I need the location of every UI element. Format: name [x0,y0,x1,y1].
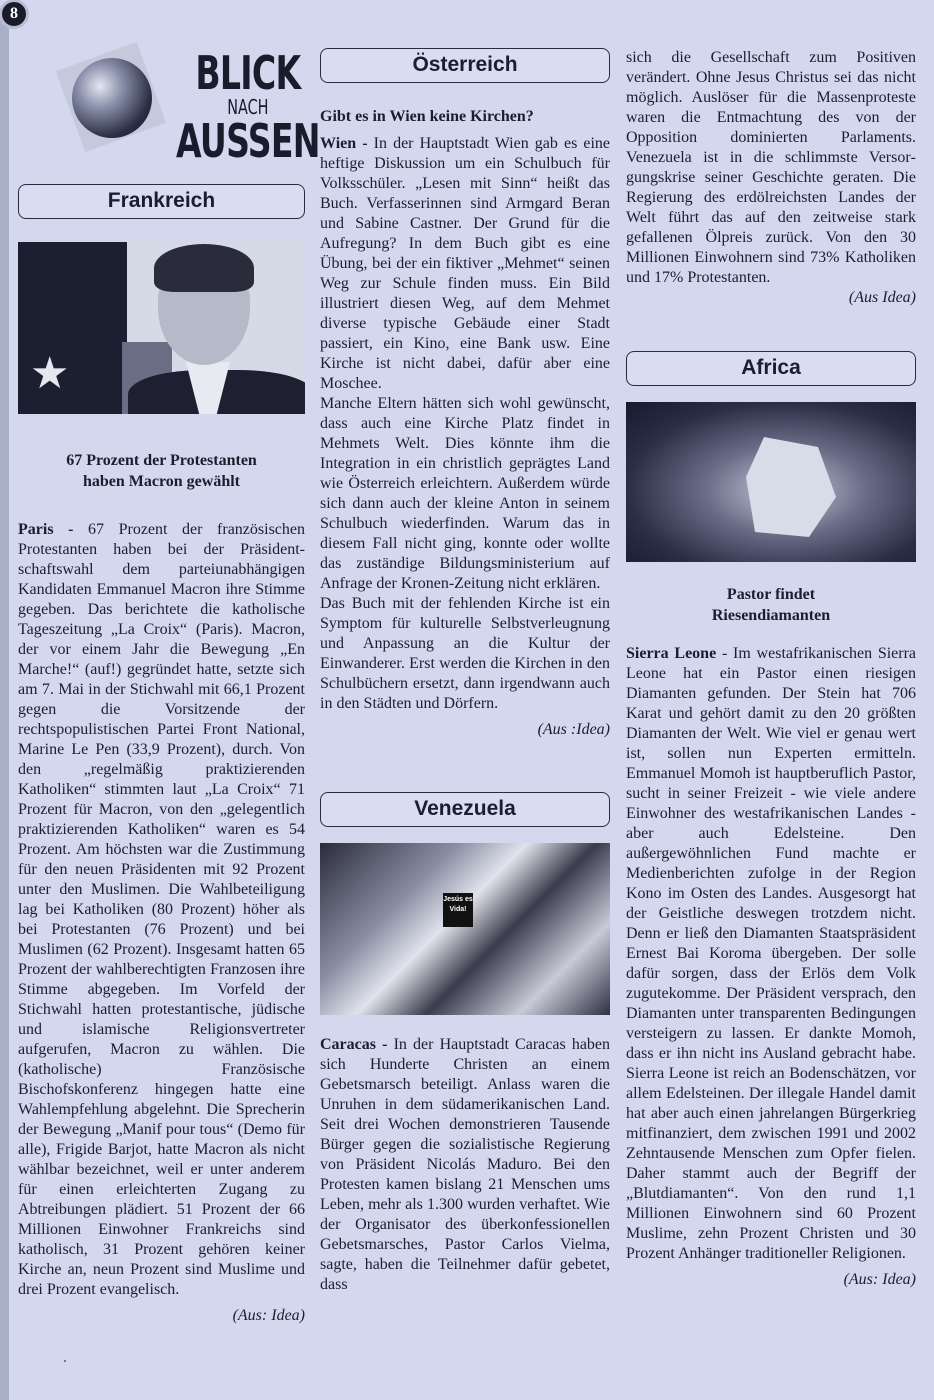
article-body: 67 Prozent der französischen Protestanten haben bei der Präsidentschaftswahl dem parteiunabhängigen Kandidaten Emmanuel Macron ihre Stimme gegeben. Das berichtete die katholische Tageszeitung „La Croix“ (Paris). Macron, der vor einem Jahr die Bewegung „En Marche!“ (auf!) gegründet hatte, setzte sich am 7. Mai in der Stichwahl mit 66,1 Prozent gegen die Vorsitzende der rechtspopulistischen Partei Front National, Marine Le Pen (33,9 Prozent), durch. Von den „regelmäßig praktizierenden Katholiken“ stimmten laut „La Croix“ 71 Prozent für Macron, von den „gelegentlich praktizierenden Katholiken“ waren es 54 Prozent. Am höchsten war die Zustimmung für den neuen Präsidenten mit 92 Prozent unter den Muslimen. Die Wahlbeteiligung lag bei Katholiken (80 Prozent) höher als bei Protestanten (76 Prozent) und bei Muslimen (62 Prozent). Insgesamt hatten 65 Prozent der wahlberechtigten Franzosen ihre Stimme abgegeben. Im Vorfeld der Stichwahl hatten protestantische, jüdische und islamische Religionsvertreter aufgerufen, Macron zu wählen. Die (katholische) Französische Bischofskonferenz hingegen hatte eine Wahlempfehlung abgelehnt. Die Sprecherin der Bewegung „Manif pour tous“ (Demo für alle), Frigide Barjot, hatte Macron als nicht wählbar bezeichnet, weil er unter anderem für einen erleichterten Zugang zu Abtreibungen plädiert. 51 Prozent der 66 Millionen Einwohner Frankreichs sind katholisch, 31 Prozent gehören keiner Kirche an, neun Prozent sind Muslime und drei Prozent evangelisch. [18,521,306,1298]
logo-text [176,46,320,168]
dateline-caracas: Caracas - [320,1036,388,1053]
source-oesterreich: (Aus :Idea) [537,721,610,738]
dateline-wien: Wien - [320,135,368,152]
print-speck [64,1360,66,1362]
section-header-frankreich: Frankreich [18,184,305,219]
article-body: In der Hauptstadt Wien gab es eine heftige Diskussion um ein Schulbuch für Volksschüler. „Lesen mit Sinn“ heißt das Buch. Verfasserinnen sind Armgard Beran und Sabine Castner. Der Grund für die Aufregung? In dem Buch gibt es eine Übung, bei der ein fiktiver „Mehmet“ seinen Weg zur Schule finden muss. Ein Bild illustriert diesen Weg, auf dem Mehmet diverse typische Gebäude einer Stadt passiert, ein Kino, eine Bank usw. Eine Kirche ist nicht dabei, dafür aber eine Moschee. [320,135,611,392]
logo-line-3: AUSSEN [176,114,320,168]
source-africa: (Aus: Idea) [843,1271,916,1288]
photo-macron [18,242,305,414]
headline-line-2: haben Macron gewählt [82,473,241,490]
diamond-image [746,437,836,537]
logo-line-2: NACH [227,95,269,119]
article-body: In der Hauptstadt Caracas haben sich Hunderte Christen an einem Gebetsmarsch beteiligt. Anlass waren die Unruhen in dem südamerikanischen Land. Seit drei Wochen demonstrieren Tausende Bürger gegen die sozialistische Regierung von Präsident Nicolás Maduro. Bei den Protesten kamen bislang 21 Menschen ums Leben, mehr als 1.300 wurden verhaftet. Wie der Organisator des überkonfessionellen Gebetsmarsches, Pastor Carlos Vielma, sagte, haben die Teilnehmer dafür gebetet, dass [320,1036,611,1293]
source-venezuela: (Aus Idea) [848,289,916,306]
dateline-sierra-leone: Sierra Leone [626,645,717,662]
column-right [626,0,916,1290]
article-venezuela-continued: sich die Gesellschaft zum Positiven verändert. Ohne Jesus Christus sei das nicht möglich. Auslöser für die Massenproteste waren die Entmachtung des von der Opposition dominierten Parlaments. Venezuela ist in die schlimmste Versorgungskrise seiner Geschichte geraten. Die Regierung des erdölreichsten Landes der Welt führt das auf den zeitweise stark gefallenen Ölpreis zurück. Von den 30 Millionen Einwohnern sind 73% Katholiken und 17% Protestanten. [626,49,916,286]
column-middle [320,0,610,1295]
page-number: 8 [2,2,26,26]
star-icon: ★ [30,349,70,398]
article-frankreich [18,520,305,1300]
article-oesterreich-p3: Das Buch mit der fehlenden Kirche ist ein Symptom für kulturelle Selbstverleugnung und Anpassung an die Kultur der Einwanderer. Erst werden die Kirchen in den Schulbüchern ersetzt, dann irgendwann auch in den Städten und Dörfern. [320,595,610,712]
photo-diamond-hand [626,402,916,562]
source-frankreich: (Aus: Idea) [232,1307,305,1324]
headline-line-2: Riesendiamanten [711,607,831,624]
section-header-oesterreich: Österreich [320,48,610,83]
page-edge [0,20,9,1400]
article-oesterreich-p1 [320,134,610,394]
logo-line-1: BLICK [195,46,301,100]
blick-nach-aussen-logo [18,0,320,168]
headline-oesterreich: Gibt es in Wien keine Kirchen? [320,108,534,125]
article-africa [626,644,916,1264]
section-header-africa: Africa [626,351,916,386]
headline-line-1: Pastor findet [726,586,816,603]
article-body: - Im westafrikanischen Sierra Leone hat ein Pastor einen riesigen Diamanten gefunden. Der Stein hat 706 Karat und gehört damit zu den 20 größten Diamanten der Welt. Wie viel er genau wert ist, sollen nun Experten ermitteln. Emmanuel Momoh ist hauptberuflich Pastor, sucht in seiner Freizeit - wie viele andere Einwohner des westafrikanischen Landes - aber auch Edelsteine. Den außergewöhnlichen Fund machte er Medienberichten zufolge in der Region Kono im Osten des Landes. Ausgesorgt hat der Geistliche deswegen trotzdem nicht. Denn er ließ den Diamanten Staatspräsident Ernest Bai Koroma übergeben. Der solle dafür sorgen, dass der Erlös dem Volk zugutekomme. Der Präsident versprach, den Diamanten unter transparenten Bedingungen versteigern zu lassen. Er dankte Momoh, dass er ihn nicht ins Ausland gebracht habe. Sierra Leone ist reich an Bodenschätzen, vor allem Edelsteinen. Der illegale Handel damit hat aber auch einen jahrelangen Bürgerkrieg mitfinanziert, dem zwischen 1991 und 2002 Zehntausende Menschen zum Opfer fielen. Daher stammt auch der Begriff der „Blutdiamanten“. Von den rund 1,1 Millionen Einwohnern sind 60 Prozent Muslime, zehn Prozent Christen und 30 Prozent Anhänger traditioneller Religionen. [626,645,917,1262]
headline-frankreich [18,450,305,492]
article-venezuela [320,1035,610,1295]
column-left [18,0,320,1326]
section-header-venezuela: Venezuela [320,792,610,827]
globe-icon [62,48,162,148]
headline-africa [626,584,916,626]
photo-venezuela-march [320,843,610,1015]
headline-line-1: 67 Prozent der Protestanten [66,452,257,469]
photo-sign: Jesús es Vida! [443,893,473,927]
dateline-paris: Paris - [18,521,74,538]
article-oesterreich-p2: Manche Eltern hätten sich wohl gewünscht, dass auch eine Kirche Platz findet in Mehmets Welt. Dies könnte ihm die Integration in ein christlich geprägtes Land wie Österreich erleichtern. Außerdem würde sich dann auch der kleine Anton in seinem Schulbuch wiederfinden. Warum das in diesem Fall nicht ging, konnte oder wollte das zuständige Bildungsministerium auf Anfrage der Kronen-Zeitung nicht erklären. [320,395,610,592]
